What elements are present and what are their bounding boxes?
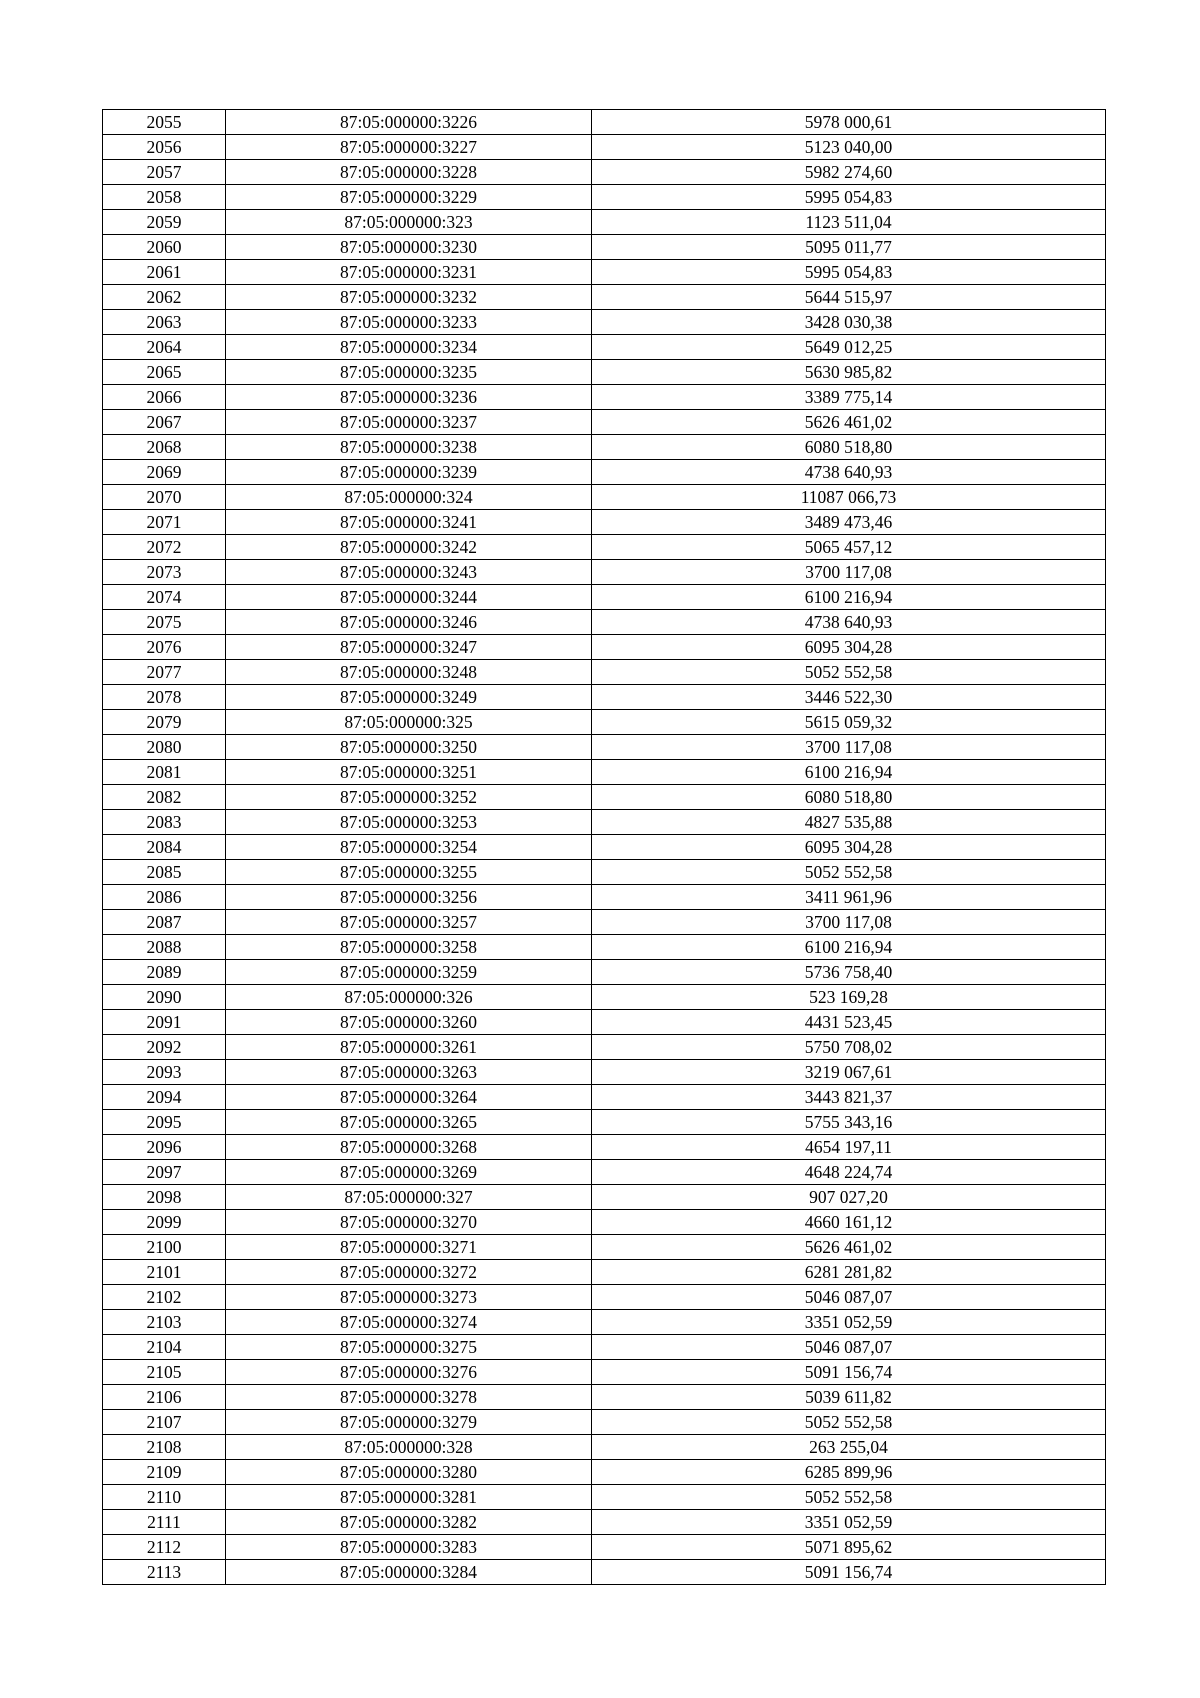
cadastral-number-cell: 87:05:000000:3265 bbox=[226, 1110, 592, 1135]
cadastral-number-cell: 87:05:000000:3229 bbox=[226, 185, 592, 210]
table-row bbox=[103, 635, 1106, 660]
row-number-cell: 2071 bbox=[103, 510, 226, 535]
table-row bbox=[103, 410, 1106, 435]
row-number-cell: 2057 bbox=[103, 160, 226, 185]
cadastral-number-cell: 87:05:000000:3256 bbox=[226, 885, 592, 910]
table-row bbox=[103, 460, 1106, 485]
row-number-cell: 2106 bbox=[103, 1385, 226, 1410]
cadastral-number-cell: 87:05:000000:3274 bbox=[226, 1310, 592, 1335]
cadastral-number-cell: 87:05:000000:3228 bbox=[226, 160, 592, 185]
table-row bbox=[103, 1310, 1106, 1335]
cadastral-number-cell: 87:05:000000:3279 bbox=[226, 1410, 592, 1435]
table-row bbox=[103, 210, 1106, 235]
cadastral-number-cell: 87:05:000000:3275 bbox=[226, 1335, 592, 1360]
value-cell: 6080 518,80 bbox=[592, 435, 1106, 460]
value-cell: 3219 067,61 bbox=[592, 1060, 1106, 1085]
table-row bbox=[103, 135, 1106, 160]
cadastral-number-cell: 87:05:000000:3235 bbox=[226, 360, 592, 385]
row-number-cell: 2056 bbox=[103, 135, 226, 160]
value-cell: 6100 216,94 bbox=[592, 760, 1106, 785]
value-cell: 4660 161,12 bbox=[592, 1210, 1106, 1235]
row-number-cell: 2105 bbox=[103, 1360, 226, 1385]
table-row bbox=[103, 610, 1106, 635]
row-number-cell: 2096 bbox=[103, 1135, 226, 1160]
value-cell: 5095 011,77 bbox=[592, 235, 1106, 260]
cadastral-number-cell: 87:05:000000:328 bbox=[226, 1435, 592, 1460]
table-row bbox=[103, 685, 1106, 710]
table-row bbox=[103, 910, 1106, 935]
cadastral-number-cell: 87:05:000000:325 bbox=[226, 710, 592, 735]
value-cell: 5046 087,07 bbox=[592, 1285, 1106, 1310]
value-cell: 5052 552,58 bbox=[592, 660, 1106, 685]
value-cell: 5736 758,40 bbox=[592, 960, 1106, 985]
value-cell: 6080 518,80 bbox=[592, 785, 1106, 810]
row-number-cell: 2077 bbox=[103, 660, 226, 685]
cadastral-number-cell: 87:05:000000:3283 bbox=[226, 1535, 592, 1560]
table-row bbox=[103, 385, 1106, 410]
value-cell: 5091 156,74 bbox=[592, 1360, 1106, 1385]
row-number-cell: 2088 bbox=[103, 935, 226, 960]
row-number-cell: 2075 bbox=[103, 610, 226, 635]
table-row bbox=[103, 1135, 1106, 1160]
value-cell: 263 255,04 bbox=[592, 1435, 1106, 1460]
value-cell: 5052 552,58 bbox=[592, 860, 1106, 885]
table-row bbox=[103, 160, 1106, 185]
row-number-cell: 2091 bbox=[103, 1010, 226, 1035]
table-row bbox=[103, 1385, 1106, 1410]
table-row bbox=[103, 585, 1106, 610]
cadastral-number-cell: 87:05:000000:3238 bbox=[226, 435, 592, 460]
cadastral-number-cell: 87:05:000000:3252 bbox=[226, 785, 592, 810]
cadastral-number-cell: 87:05:000000:3269 bbox=[226, 1160, 592, 1185]
value-cell: 5046 087,07 bbox=[592, 1335, 1106, 1360]
value-cell: 5750 708,02 bbox=[592, 1035, 1106, 1060]
table-row bbox=[103, 1160, 1106, 1185]
value-cell: 4431 523,45 bbox=[592, 1010, 1106, 1035]
cadastral-number-cell: 87:05:000000:3247 bbox=[226, 635, 592, 660]
value-cell: 523 169,28 bbox=[592, 985, 1106, 1010]
row-number-cell: 2107 bbox=[103, 1410, 226, 1435]
row-number-cell: 2069 bbox=[103, 460, 226, 485]
table-row bbox=[103, 1360, 1106, 1385]
row-number-cell: 2073 bbox=[103, 560, 226, 585]
value-cell: 4738 640,93 bbox=[592, 460, 1106, 485]
value-cell: 11087 066,73 bbox=[592, 485, 1106, 510]
table-row bbox=[103, 335, 1106, 360]
row-number-cell: 2098 bbox=[103, 1185, 226, 1210]
row-number-cell: 2087 bbox=[103, 910, 226, 935]
value-cell: 3700 117,08 bbox=[592, 910, 1106, 935]
table-body bbox=[103, 110, 1106, 1585]
value-cell: 6095 304,28 bbox=[592, 635, 1106, 660]
value-cell: 5626 461,02 bbox=[592, 410, 1106, 435]
value-cell: 3700 117,08 bbox=[592, 560, 1106, 585]
value-cell: 4738 640,93 bbox=[592, 610, 1106, 635]
row-number-cell: 2101 bbox=[103, 1260, 226, 1285]
value-cell: 5065 457,12 bbox=[592, 535, 1106, 560]
value-cell: 3443 821,37 bbox=[592, 1085, 1106, 1110]
row-number-cell: 2060 bbox=[103, 235, 226, 260]
cadastral-number-cell: 87:05:000000:3280 bbox=[226, 1460, 592, 1485]
value-cell: 6100 216,94 bbox=[592, 585, 1106, 610]
value-cell: 4654 197,11 bbox=[592, 1135, 1106, 1160]
cadastral-number-cell: 87:05:000000:3258 bbox=[226, 935, 592, 960]
value-cell: 907 027,20 bbox=[592, 1185, 1106, 1210]
row-number-cell: 2058 bbox=[103, 185, 226, 210]
row-number-cell: 2059 bbox=[103, 210, 226, 235]
value-cell: 5649 012,25 bbox=[592, 335, 1106, 360]
table-row bbox=[103, 1285, 1106, 1310]
table-row bbox=[103, 1185, 1106, 1210]
row-number-cell: 2063 bbox=[103, 310, 226, 335]
row-number-cell: 2086 bbox=[103, 885, 226, 910]
table-row bbox=[103, 510, 1106, 535]
table-row bbox=[103, 660, 1106, 685]
value-cell: 3489 473,46 bbox=[592, 510, 1106, 535]
cadastral-number-cell: 87:05:000000:3263 bbox=[226, 1060, 592, 1085]
cadastral-number-cell: 87:05:000000:3282 bbox=[226, 1510, 592, 1535]
row-number-cell: 2055 bbox=[103, 110, 226, 135]
table-row bbox=[103, 835, 1106, 860]
cadastral-number-cell: 87:05:000000:3242 bbox=[226, 535, 592, 560]
value-cell: 5995 054,83 bbox=[592, 185, 1106, 210]
table-row bbox=[103, 535, 1106, 560]
value-cell: 5052 552,58 bbox=[592, 1410, 1106, 1435]
value-cell: 3389 775,14 bbox=[592, 385, 1106, 410]
value-cell: 4827 535,88 bbox=[592, 810, 1106, 835]
table-row bbox=[103, 735, 1106, 760]
cadastral-number-cell: 87:05:000000:3237 bbox=[226, 410, 592, 435]
row-number-cell: 2068 bbox=[103, 435, 226, 460]
row-number-cell: 2112 bbox=[103, 1535, 226, 1560]
table-row bbox=[103, 1110, 1106, 1135]
table-row bbox=[103, 185, 1106, 210]
value-cell: 5978 000,61 bbox=[592, 110, 1106, 135]
row-number-cell: 2109 bbox=[103, 1460, 226, 1485]
value-cell: 4648 224,74 bbox=[592, 1160, 1106, 1185]
value-cell: 5052 552,58 bbox=[592, 1485, 1106, 1510]
table-row bbox=[103, 960, 1106, 985]
cadastral-number-cell: 87:05:000000:3241 bbox=[226, 510, 592, 535]
table-row bbox=[103, 435, 1106, 460]
value-cell: 6281 281,82 bbox=[592, 1260, 1106, 1285]
table-row bbox=[103, 1560, 1106, 1585]
value-cell: 3411 961,96 bbox=[592, 885, 1106, 910]
row-number-cell: 2079 bbox=[103, 710, 226, 735]
row-number-cell: 2104 bbox=[103, 1335, 226, 1360]
row-number-cell: 2100 bbox=[103, 1235, 226, 1260]
value-cell: 6100 216,94 bbox=[592, 935, 1106, 960]
cadastral-number-cell: 87:05:000000:3260 bbox=[226, 1010, 592, 1035]
cadastral-number-cell: 87:05:000000:3257 bbox=[226, 910, 592, 935]
cadastral-number-cell: 87:05:000000:3272 bbox=[226, 1260, 592, 1285]
table-row bbox=[103, 485, 1106, 510]
table-row bbox=[103, 760, 1106, 785]
row-number-cell: 2089 bbox=[103, 960, 226, 985]
cadastral-number-cell: 87:05:000000:326 bbox=[226, 985, 592, 1010]
row-number-cell: 2082 bbox=[103, 785, 226, 810]
table-row bbox=[103, 1085, 1106, 1110]
value-cell: 3351 052,59 bbox=[592, 1510, 1106, 1535]
table-row bbox=[103, 710, 1106, 735]
value-cell: 1123 511,04 bbox=[592, 210, 1106, 235]
cadastral-number-cell: 87:05:000000:3264 bbox=[226, 1085, 592, 1110]
table-row bbox=[103, 1460, 1106, 1485]
row-number-cell: 2076 bbox=[103, 635, 226, 660]
row-number-cell: 2066 bbox=[103, 385, 226, 410]
table-row bbox=[103, 1435, 1106, 1460]
table-row bbox=[103, 1485, 1106, 1510]
cadastral-number-cell: 87:05:000000:3239 bbox=[226, 460, 592, 485]
value-cell: 5615 059,32 bbox=[592, 710, 1106, 735]
row-number-cell: 2097 bbox=[103, 1160, 226, 1185]
row-number-cell: 2064 bbox=[103, 335, 226, 360]
row-number-cell: 2111 bbox=[103, 1510, 226, 1535]
table-row bbox=[103, 110, 1106, 135]
table-row bbox=[103, 1535, 1106, 1560]
value-cell: 5755 343,16 bbox=[592, 1110, 1106, 1135]
table-row bbox=[103, 1235, 1106, 1260]
cadastral-number-cell: 87:05:000000:3234 bbox=[226, 335, 592, 360]
cadastral-number-cell: 87:05:000000:3273 bbox=[226, 1285, 592, 1310]
table-row bbox=[103, 860, 1106, 885]
table-row bbox=[103, 1060, 1106, 1085]
row-number-cell: 2113 bbox=[103, 1560, 226, 1585]
value-cell: 3351 052,59 bbox=[592, 1310, 1106, 1335]
cadastral-number-cell: 87:05:000000:3249 bbox=[226, 685, 592, 710]
row-number-cell: 2099 bbox=[103, 1210, 226, 1235]
value-cell: 5123 040,00 bbox=[592, 135, 1106, 160]
cadastral-number-cell: 87:05:000000:3226 bbox=[226, 110, 592, 135]
cadastral-number-cell: 87:05:000000:3232 bbox=[226, 285, 592, 310]
cadastral-number-cell: 87:05:000000:3278 bbox=[226, 1385, 592, 1410]
table-row bbox=[103, 260, 1106, 285]
row-number-cell: 2067 bbox=[103, 410, 226, 435]
cadastral-number-cell: 87:05:000000:324 bbox=[226, 485, 592, 510]
cadastral-number-cell: 87:05:000000:3268 bbox=[226, 1135, 592, 1160]
cadastral-number-cell: 87:05:000000:3259 bbox=[226, 960, 592, 985]
cadastral-number-cell: 87:05:000000:3230 bbox=[226, 235, 592, 260]
table-row bbox=[103, 1210, 1106, 1235]
cadastral-number-cell: 87:05:000000:3246 bbox=[226, 610, 592, 635]
cadastral-number-cell: 87:05:000000:3233 bbox=[226, 310, 592, 335]
table-row bbox=[103, 985, 1106, 1010]
row-number-cell: 2070 bbox=[103, 485, 226, 510]
table-row bbox=[103, 1260, 1106, 1285]
row-number-cell: 2083 bbox=[103, 810, 226, 835]
cadastral-number-cell: 87:05:000000:3271 bbox=[226, 1235, 592, 1260]
cadastral-number-cell: 87:05:000000:327 bbox=[226, 1185, 592, 1210]
value-cell: 3428 030,38 bbox=[592, 310, 1106, 335]
row-number-cell: 2080 bbox=[103, 735, 226, 760]
value-cell: 5091 156,74 bbox=[592, 1560, 1106, 1585]
cadastral-number-cell: 87:05:000000:3243 bbox=[226, 560, 592, 585]
row-number-cell: 2094 bbox=[103, 1085, 226, 1110]
value-cell: 6095 304,28 bbox=[592, 835, 1106, 860]
row-number-cell: 2103 bbox=[103, 1310, 226, 1335]
table-row bbox=[103, 1010, 1106, 1035]
table-row bbox=[103, 310, 1106, 335]
table-row bbox=[103, 785, 1106, 810]
row-number-cell: 2102 bbox=[103, 1285, 226, 1310]
value-cell: 3700 117,08 bbox=[592, 735, 1106, 760]
cadastral-number-cell: 87:05:000000:3251 bbox=[226, 760, 592, 785]
row-number-cell: 2092 bbox=[103, 1035, 226, 1060]
row-number-cell: 2061 bbox=[103, 260, 226, 285]
row-number-cell: 2072 bbox=[103, 535, 226, 560]
cadastral-number-cell: 87:05:000000:3281 bbox=[226, 1485, 592, 1510]
row-number-cell: 2110 bbox=[103, 1485, 226, 1510]
value-cell: 5630 985,82 bbox=[592, 360, 1106, 385]
cadastral-number-cell: 87:05:000000:323 bbox=[226, 210, 592, 235]
cadastral-number-cell: 87:05:000000:3244 bbox=[226, 585, 592, 610]
cadastral-number-cell: 87:05:000000:3255 bbox=[226, 860, 592, 885]
row-number-cell: 2081 bbox=[103, 760, 226, 785]
value-cell: 5995 054,83 bbox=[592, 260, 1106, 285]
row-number-cell: 2095 bbox=[103, 1110, 226, 1135]
row-number-cell: 2084 bbox=[103, 835, 226, 860]
cadastral-number-cell: 87:05:000000:3231 bbox=[226, 260, 592, 285]
value-cell: 5071 895,62 bbox=[592, 1535, 1106, 1560]
row-number-cell: 2090 bbox=[103, 985, 226, 1010]
table-row bbox=[103, 885, 1106, 910]
row-number-cell: 2108 bbox=[103, 1435, 226, 1460]
cadastral-value-table bbox=[102, 109, 1106, 1585]
table-row bbox=[103, 1510, 1106, 1535]
table-row bbox=[103, 360, 1106, 385]
table-row bbox=[103, 560, 1106, 585]
table-row bbox=[103, 1410, 1106, 1435]
cadastral-number-cell: 87:05:000000:3236 bbox=[226, 385, 592, 410]
table-row bbox=[103, 1035, 1106, 1060]
cadastral-number-cell: 87:05:000000:3270 bbox=[226, 1210, 592, 1235]
row-number-cell: 2093 bbox=[103, 1060, 226, 1085]
value-cell: 5982 274,60 bbox=[592, 160, 1106, 185]
cadastral-number-cell: 87:05:000000:3254 bbox=[226, 835, 592, 860]
cadastral-number-cell: 87:05:000000:3284 bbox=[226, 1560, 592, 1585]
cadastral-number-cell: 87:05:000000:3250 bbox=[226, 735, 592, 760]
row-number-cell: 2062 bbox=[103, 285, 226, 310]
row-number-cell: 2078 bbox=[103, 685, 226, 710]
table-row bbox=[103, 235, 1106, 260]
table-row bbox=[103, 1335, 1106, 1360]
row-number-cell: 2085 bbox=[103, 860, 226, 885]
row-number-cell: 2065 bbox=[103, 360, 226, 385]
table-row bbox=[103, 285, 1106, 310]
cadastral-number-cell: 87:05:000000:3253 bbox=[226, 810, 592, 835]
value-cell: 3446 522,30 bbox=[592, 685, 1106, 710]
row-number-cell: 2074 bbox=[103, 585, 226, 610]
table-row bbox=[103, 810, 1106, 835]
cadastral-number-cell: 87:05:000000:3276 bbox=[226, 1360, 592, 1385]
cadastral-number-cell: 87:05:000000:3227 bbox=[226, 135, 592, 160]
table-row bbox=[103, 935, 1106, 960]
value-cell: 5039 611,82 bbox=[592, 1385, 1106, 1410]
value-cell: 5626 461,02 bbox=[592, 1235, 1106, 1260]
value-cell: 6285 899,96 bbox=[592, 1460, 1106, 1485]
cadastral-number-cell: 87:05:000000:3261 bbox=[226, 1035, 592, 1060]
value-cell: 5644 515,97 bbox=[592, 285, 1106, 310]
cadastral-number-cell: 87:05:000000:3248 bbox=[226, 660, 592, 685]
